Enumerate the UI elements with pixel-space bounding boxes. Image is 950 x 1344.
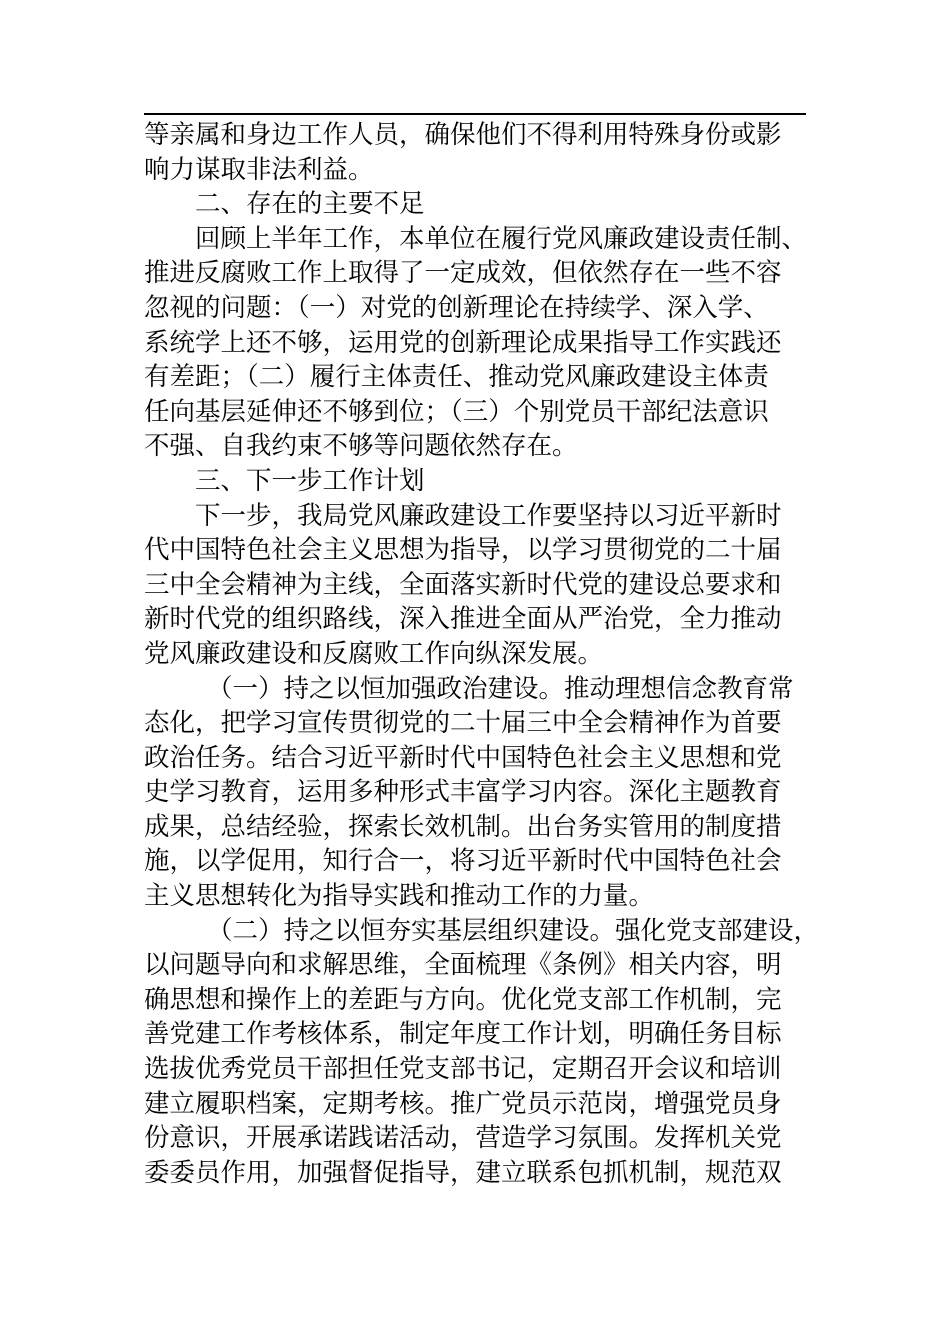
text-line: 善党建工作考核体系，制定年度工作计划，明确任务目标	[144, 1019, 782, 1050]
text-line: 不强、自我约束不够等问题依然存在。	[144, 431, 578, 462]
text-line: 建立履职档案，定期考核。推广党员示范岗，增强党员身	[144, 1088, 782, 1119]
text-line: 主义思想转化为指导实践和推动工作的力量。	[144, 881, 655, 912]
text-line: 响力谋取非法利益。	[144, 154, 374, 185]
text-line: 有差距；（二）履行主体责任、推动党风廉政建设主体责	[144, 362, 769, 393]
text-line: 推进反腐败工作上取得了一定成效，但依然存在一些不容	[144, 258, 782, 289]
text-line: 三、下一步工作计划	[195, 465, 425, 496]
text-line: 回顾上半年工作，本单位在履行党风廉政建设责任制、	[195, 223, 808, 254]
text-line: 党风廉政建设和反腐败工作向纵深发展。	[144, 638, 604, 669]
text-line: 二、存在的主要不足	[195, 189, 425, 220]
text-line: 成果，总结经验，探索长效机制。出台务实管用的制度措	[144, 811, 782, 842]
text-line: 任向基层延伸还不够到位；（三）个别党员干部纪法意识	[144, 396, 769, 427]
text-line: 系统学上还不够，运用党的创新理论成果指导工作实践还	[144, 327, 782, 358]
text-line: 史学习教育，运用多种形式丰富学习内容。深化主题教育	[144, 777, 782, 808]
text-line: 委委员作用，加强督促指导，建立联系包抓机制，规范双	[144, 1157, 782, 1188]
text-line: 等亲属和身边工作人员，确保他们不得利用特殊身份或影	[144, 120, 782, 150]
document-body	[144, 118, 820, 1190]
text-line: 施，以学促用，知行合一，将习近平新时代中国特色社会	[144, 846, 782, 877]
text-line: （二）持之以恒夯实基层组织建设。强化党支部建设，	[207, 915, 820, 946]
text-line: 选拔优秀党员干部担任党支部书记，定期召开会议和培训	[144, 1054, 782, 1085]
text-line: 以问题导向和求解思维，全面梳理《条例》相关内容，明	[144, 950, 782, 981]
text-line: 份意识，开展承诺践诺活动，营造学习氛围。发挥机关党	[144, 1123, 782, 1154]
text-line: 态化，把学习宣传贯彻党的二十届三中全会精神作为首要	[144, 708, 782, 739]
header-rule	[144, 113, 806, 115]
text-line: 代中国特色社会主义思想为指导，以学习贯彻党的二十届	[144, 535, 782, 566]
text-line: 下一步，我局党风廉政建设工作要坚持以习近平新时	[195, 500, 782, 531]
text-line: 新时代党的组织路线，深入推进全面从严治党，全力推动	[144, 604, 782, 635]
text-line: （一）持之以恒加强政治建设。推动理想信念教育常	[207, 673, 794, 704]
text-line: 三中全会精神为主线，全面落实新时代党的建设总要求和	[144, 569, 782, 600]
text-line: 政治任务。结合习近平新时代中国特色社会主义思想和党	[144, 742, 782, 773]
text-line: 确思想和操作上的差距与方向。优化党支部工作机制，完	[144, 984, 782, 1015]
text-line: 忽视的问题：（一）对党的创新理论在持续学、深入学、	[144, 292, 769, 323]
